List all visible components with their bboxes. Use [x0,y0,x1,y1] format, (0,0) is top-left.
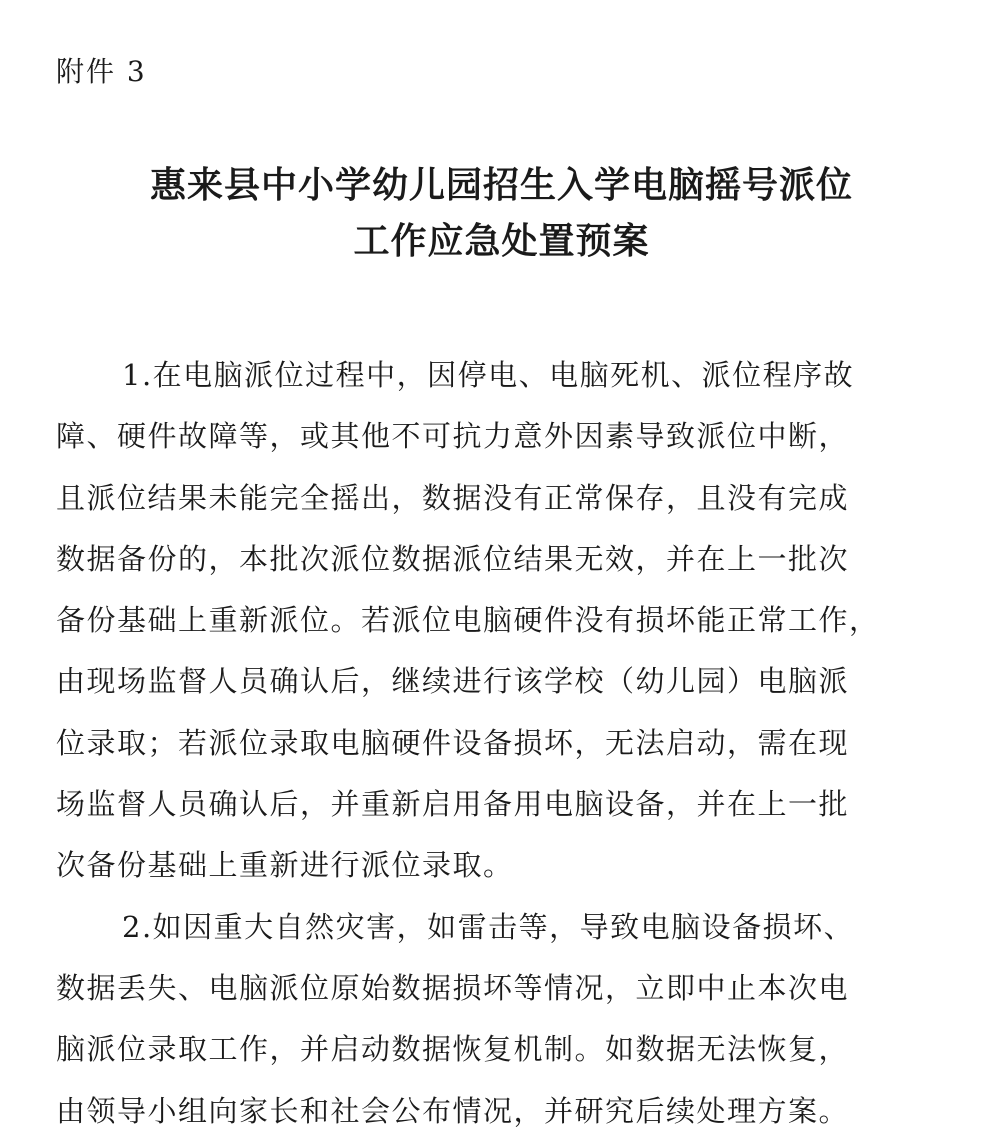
paragraph-line: 障、硬件故障等，或其他不可抗力意外因素导致派位中断， [56,419,850,454]
title-line-2: 工作应急处置预案 [353,221,650,262]
attachment-label: 附件 3 [56,55,147,88]
paragraph-line: 位录取；若派位录取电脑硬件设备损坏，无法启动，需在现 [56,725,850,760]
paragraph-2 [56,897,956,1142]
paragraph-line: 由现场监督人员确认后，继续进行该学校（幼儿园）电脑派 [56,664,850,699]
paragraph-line: 备份基础上重新派位。若派位电脑硬件没有损坏能正常工作， [56,603,880,638]
paragraph-line: 脑派位录取工作，并启动数据恢复机制。如数据无法恢复， [56,1032,850,1067]
paragraph-line: 场监督人员确认后，并重新启用备用电脑设备，并在上一批 [56,787,850,822]
paragraph-line: 数据备份的，本批次派位数据派位结果无效，并在上一批次 [56,541,850,576]
paragraph-line: 次备份基础上重新进行派位录取。 [56,848,514,883]
paragraph-line: 1.在电脑派位过程中，因停电、电脑死机、派位程序故 [122,358,855,392]
paragraph-line: 由领导小组向家长和社会公布情况，并研究后续处理方案。 [56,1093,850,1128]
document-title [0,158,1003,270]
paragraph-line: 2.如因重大自然灾害，如雷击等，导致电脑设备损坏、 [122,909,855,944]
title-line-1: 惠来县中小学幼儿园招生入学电脑摇号派位 [149,165,853,206]
paragraph-line: 且派位结果未能完全摇出，数据没有正常保存，且没有完成 [56,480,850,515]
document-body [56,345,956,1142]
paragraph-line: 数据丢失、电脑派位原始数据损坏等情况，立即中止本次电 [56,970,850,1005]
paragraph-1 [56,345,956,897]
